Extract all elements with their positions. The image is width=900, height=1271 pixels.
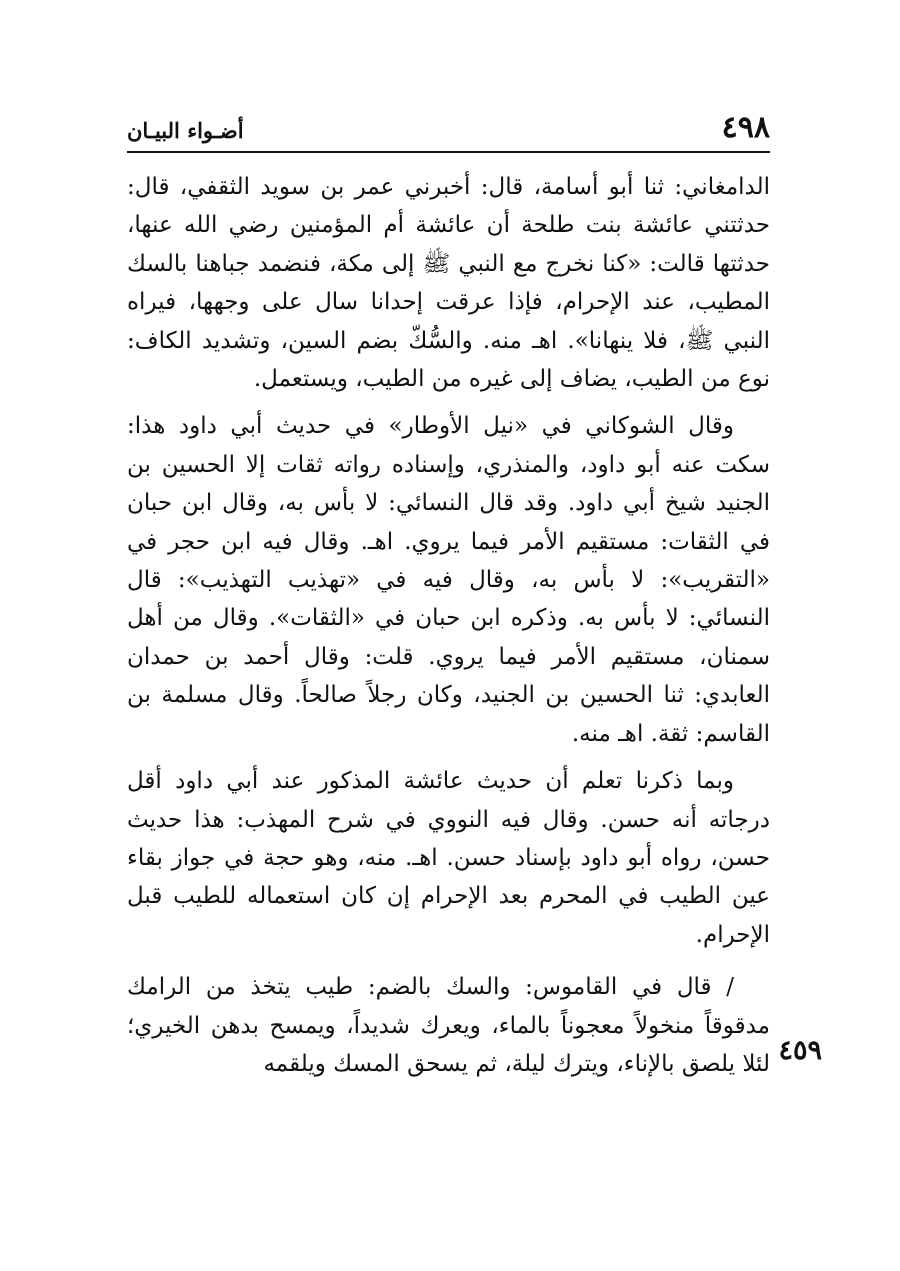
header-divider xyxy=(127,151,770,153)
page-break-marker: / xyxy=(726,974,734,1001)
paragraph-4-text: قال في القاموس: والسك بالضم: طيب يتخذ من الرامك مدقوقاً منخولاً معجوناً بالماء، ويعرك شديداً، ويمسح بدهن الخيري؛ لئلا يلصق بالإناء، ويترك ليلة، ثم يسحق المسك ويلقمه xyxy=(127,974,770,1077)
running-title: أضـواء البيـان xyxy=(127,118,244,143)
page-header xyxy=(127,108,770,152)
paragraph-1: الدامغاني: ثنا أبو أسامة، قال: أخبرني عمر بن سويد الثقفي، قال: حدثتني عائشة بنت طلحة أن عائشة أم المؤمنين رضي الله عنها، حدثتها قالت: «كنا نخرج مع النبي ﷺ إلى مكة، فنضمد جباهنا بالسك المطيب، عند الإحرام، فإذا عرقت إحدانا سال على وجهها، فيراه النبي ﷺ، فلا ينهانا». اهـ منه. والسُّكّ بضم السين، وتشديد الكاف: نوع من الطيب، يضاف إلى غيره من الطيب، ويستعمل. xyxy=(127,174,770,393)
paragraph-3: وبما ذكرنا تعلم أن حديث عائشة المذكور عند أبي داود أقل درجاته أنه حسن. وقال فيه النووي في شرح المهذب: هذا حديث حسن، رواه أبو داود بإسناد حسن. اهـ. منه، وهو حجة في جواز بقاء عين الطيب في المحرم بعد الإحرام إن كان استعماله للطيب قبل الإحرام. xyxy=(127,768,770,948)
page-number: ٤٩٨ xyxy=(721,110,770,145)
paragraph-gap xyxy=(127,753,770,762)
original-page-reference: ٤٥٩ xyxy=(778,1035,822,1066)
page-body xyxy=(127,168,770,1083)
paragraph-2: وقال الشوكاني في «نيل الأوطار» في حديث أبي داود هذا: سكت عنه أبو داود، والمنذري، وإسناده رواته ثقات إلا الحسين بن الجنيد شيخ أبي داود. وقد قال النسائي: لا بأس به، وقال ابن حبان في الثقات: مستقيم الأمر فيما يروي. اهـ. وقال فيه ابن حجر في «التقريب»: لا بأس به، وقال فيه في «تهذيب التهذيب»: قال النسائي: لا بأس به. وذكره ابن حبان في «الثقات». وقال من أهل سمنان، مستقيم الأمر فيما يروي. قلت: وقال أحمد بن حمدان العابدي: ثنا الحسين بن الجنيد، وكان رجلاً صالحاً. وقال مسلمة بن القاسم: ثقة. اهـ منه. xyxy=(127,413,770,747)
paragraph-4 xyxy=(127,968,770,1083)
paragraph-gap xyxy=(127,954,770,968)
paragraph-gap xyxy=(127,398,770,407)
